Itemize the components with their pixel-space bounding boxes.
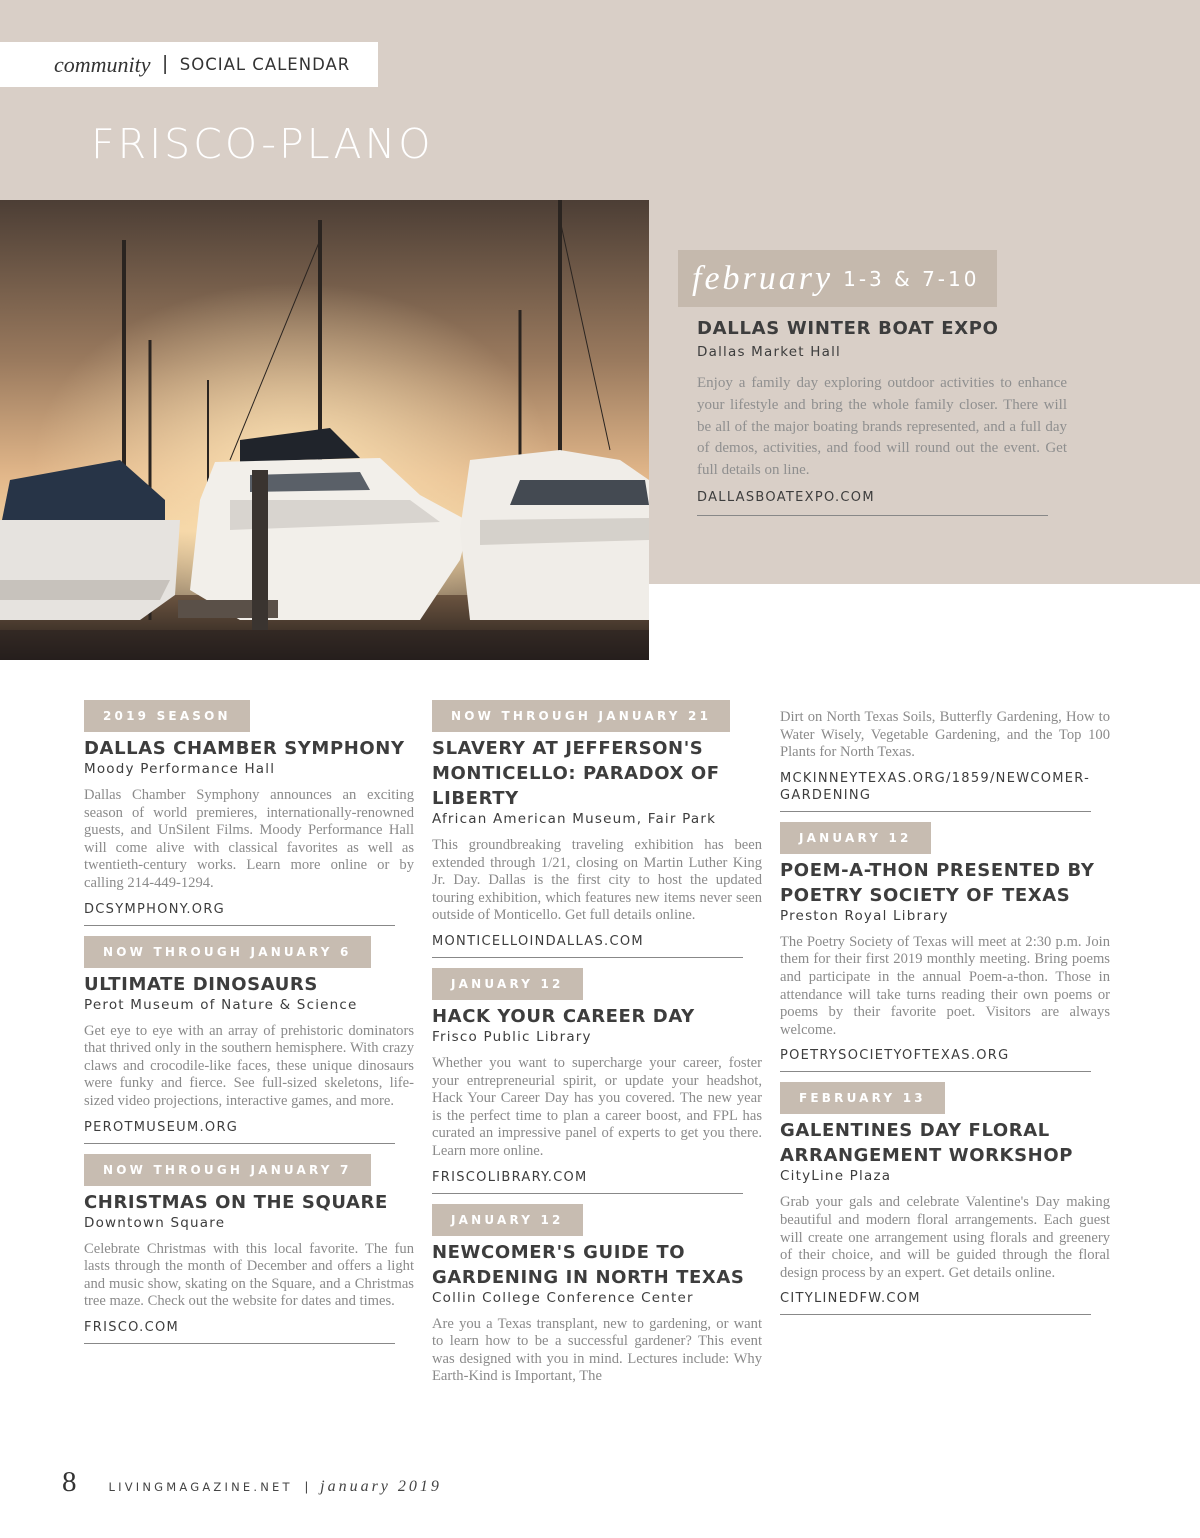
event-description: The Poetry Society of Texas will meet at 2:30 p.m. Join them for their first 2019 monthly meeting. Bring poems and participate in the annual Poem-a-thon. Those in attendance will take turns reading their own poems or poems by their favorite poet. Visitors are always welcome. bbox=[780, 933, 1110, 1038]
event-title: CHRISTMAS ON THE SQUARE bbox=[84, 1191, 388, 1213]
event-date-badge: FEBRUARY 13 bbox=[780, 1082, 945, 1114]
section-separator: | bbox=[162, 53, 168, 75]
featured-event-title: DALLAS WINTER BOAT EXPO bbox=[697, 318, 999, 339]
event-description: Whether you want to supercharge your career, foster your entrepreneurial spirit, or update your headshot, Hack Your Career Day has you covered. The new year is the perfect time to plan a career boost, and FPL has curated an impressive panel of experts to get you there. Learn more online. bbox=[432, 1054, 762, 1159]
event-date-badge: NOW THROUGH JANUARY 6 bbox=[84, 936, 371, 968]
feature-date-badge bbox=[678, 250, 997, 307]
event-link[interactable]: MCKINNEYTEXAS.ORG/1859/NEWCOMER-GARDENING bbox=[780, 770, 1091, 812]
section-subtitle: SOCIAL CALENDAR bbox=[179, 55, 351, 74]
event-title: GALENTINES DAY FLORAL ARRANGEMENT WORKSHOP bbox=[780, 1120, 1074, 1167]
event-item bbox=[432, 1204, 762, 1386]
event-item bbox=[780, 822, 1110, 1073]
event-title: ULTIMATE DINOSAURS bbox=[84, 973, 318, 995]
event-venue: Preston Royal Library bbox=[780, 907, 949, 924]
event-item bbox=[84, 700, 414, 926]
event-description: Get eye to eye with an array of prehistoric dominators that thrived only in the southern hemisphere. With crazy claws and crocodile-like faces, these unique dinosaurs were funky and fierce. See full-sized skeletons, life-sized video projections, interactive games, and more. bbox=[84, 1022, 414, 1109]
section-name: community bbox=[54, 51, 151, 77]
feature-date-range: 1-3 & 7-10 bbox=[843, 266, 980, 291]
publication-url[interactable]: LIVINGMAGAZINE.NET bbox=[108, 1480, 293, 1494]
event-date-badge: JANUARY 12 bbox=[432, 1204, 583, 1236]
event-title: POEM-A-THON PRESENTED BY POETRY SOCIETY OF TEXAS bbox=[780, 859, 1095, 906]
footer-separator: | bbox=[304, 1479, 309, 1494]
event-description: This groundbreaking traveling exhibition has been extended through 1/21, closing on Martin Luther King Jr. Day. Dallas is the first city to host the updated touring exhibition, which features new items never seen outside of Monticello. Get full details online. bbox=[432, 837, 762, 924]
event-link[interactable]: DCSYMPHONY.ORG bbox=[84, 901, 395, 926]
event-item bbox=[432, 700, 762, 958]
event-item bbox=[84, 1154, 414, 1344]
event-title: SLAVERY AT JEFFERSON'S MONTICELLO: PARADOX OF LIBERTY bbox=[432, 738, 720, 809]
event-venue: Downtown Square bbox=[84, 1214, 226, 1231]
event-venue: African American Museum, Fair Park bbox=[432, 811, 717, 827]
event-link[interactable]: FRISCO.COM bbox=[84, 1319, 395, 1344]
event-date-badge: NOW THROUGH JANUARY 7 bbox=[84, 1154, 371, 1186]
event-description: Are you a Texas transplant, new to gardening, or want to learn how to be a successful gardener? This event was designed with you in mind. Lectures include: Why Earth-Kind is Important, The bbox=[432, 1315, 762, 1385]
event-description: Celebrate Christmas with this local favorite. The fun lasts through the month of December and offers a light and music show, skating on the Square, and a Christmas tree maze. Check out the website for dates and times. bbox=[84, 1240, 414, 1310]
region-title: FRISCO-PLANO bbox=[91, 120, 434, 168]
marina-boats-photo bbox=[0, 200, 649, 660]
featured-event-link[interactable]: DALLASBOATEXPO.COM bbox=[697, 490, 1048, 516]
event-title: HACK YOUR CAREER DAY bbox=[432, 1005, 695, 1027]
events-column-3 bbox=[780, 700, 1110, 1325]
event-link[interactable]: CITYLINEDFW.COM bbox=[780, 1290, 1091, 1315]
event-link[interactable]: PEROTMUSEUM.ORG bbox=[84, 1119, 395, 1144]
event-title: NEWCOMER'S GUIDE TO GARDENING IN NORTH TEXAS bbox=[432, 1241, 745, 1288]
event-description: Grab your gals and celebrate Valentine's Day making beautiful and modern floral arrangements. Each guest will create one arrangement using florals and greenery of their choice, and will be guided through the floral design process by an expert. Get details online. bbox=[780, 1194, 1110, 1281]
events-column-1 bbox=[84, 700, 414, 1354]
event-venue: Moody Performance Hall bbox=[84, 761, 276, 777]
section-tag bbox=[0, 42, 378, 87]
issue-date: january 2019 bbox=[320, 1478, 442, 1495]
event-link[interactable]: POETRYSOCIETYOFTEXAS.ORG bbox=[780, 1047, 1091, 1072]
event-date-badge: JANUARY 12 bbox=[780, 822, 931, 854]
event-venue: Frisco Public Library bbox=[432, 1028, 592, 1045]
event-title: DALLAS CHAMBER SYMPHONY bbox=[84, 738, 405, 759]
event-venue: Collin College Conference Center bbox=[432, 1289, 694, 1306]
event-date-badge: 2019 SEASON bbox=[84, 700, 250, 732]
feature-month: february bbox=[692, 259, 834, 297]
featured-event bbox=[697, 318, 1067, 516]
event-item bbox=[432, 968, 762, 1194]
event-item bbox=[84, 936, 414, 1144]
event-item-continued bbox=[780, 709, 1110, 812]
event-venue: Perot Museum of Nature & Science bbox=[84, 996, 358, 1013]
event-description: Dallas Chamber Symphony announces an exciting season of world premieres, internationally-renowned guests, and UnSilent Films. Moody Performance Hall will come alive with classical favorites as well as twentieth-century works. Learn more online or by calling 214-449-1294. bbox=[84, 787, 414, 891]
event-item bbox=[780, 1082, 1110, 1315]
event-venue: CityLine Plaza bbox=[780, 1168, 892, 1185]
event-date-badge: NOW THROUGH JANUARY 21 bbox=[432, 700, 730, 732]
featured-event-venue: Dallas Market Hall bbox=[697, 344, 841, 360]
event-link[interactable]: MONTICELLOINDALLAS.COM bbox=[432, 933, 743, 958]
event-description-continued: Dirt on North Texas Soils, Butterfly Gardening, How to Water Wisely, Vegetable Gardening, and the Top 100 Plants for North Texas. bbox=[780, 709, 1110, 761]
event-date-badge: JANUARY 12 bbox=[432, 968, 583, 1000]
event-link[interactable]: FRISCOLIBRARY.COM bbox=[432, 1169, 743, 1194]
events-column-2 bbox=[432, 700, 762, 1396]
page-footer bbox=[62, 1466, 442, 1499]
featured-event-description: Enjoy a family day exploring outdoor activities to enhance your lifestyle and bring the whole family closer. There will be all of the major boating brands represented, and a full day of demos, activities, and food will round out the event. Get full details on line. bbox=[697, 375, 1067, 479]
page-number: 8 bbox=[62, 1466, 77, 1498]
